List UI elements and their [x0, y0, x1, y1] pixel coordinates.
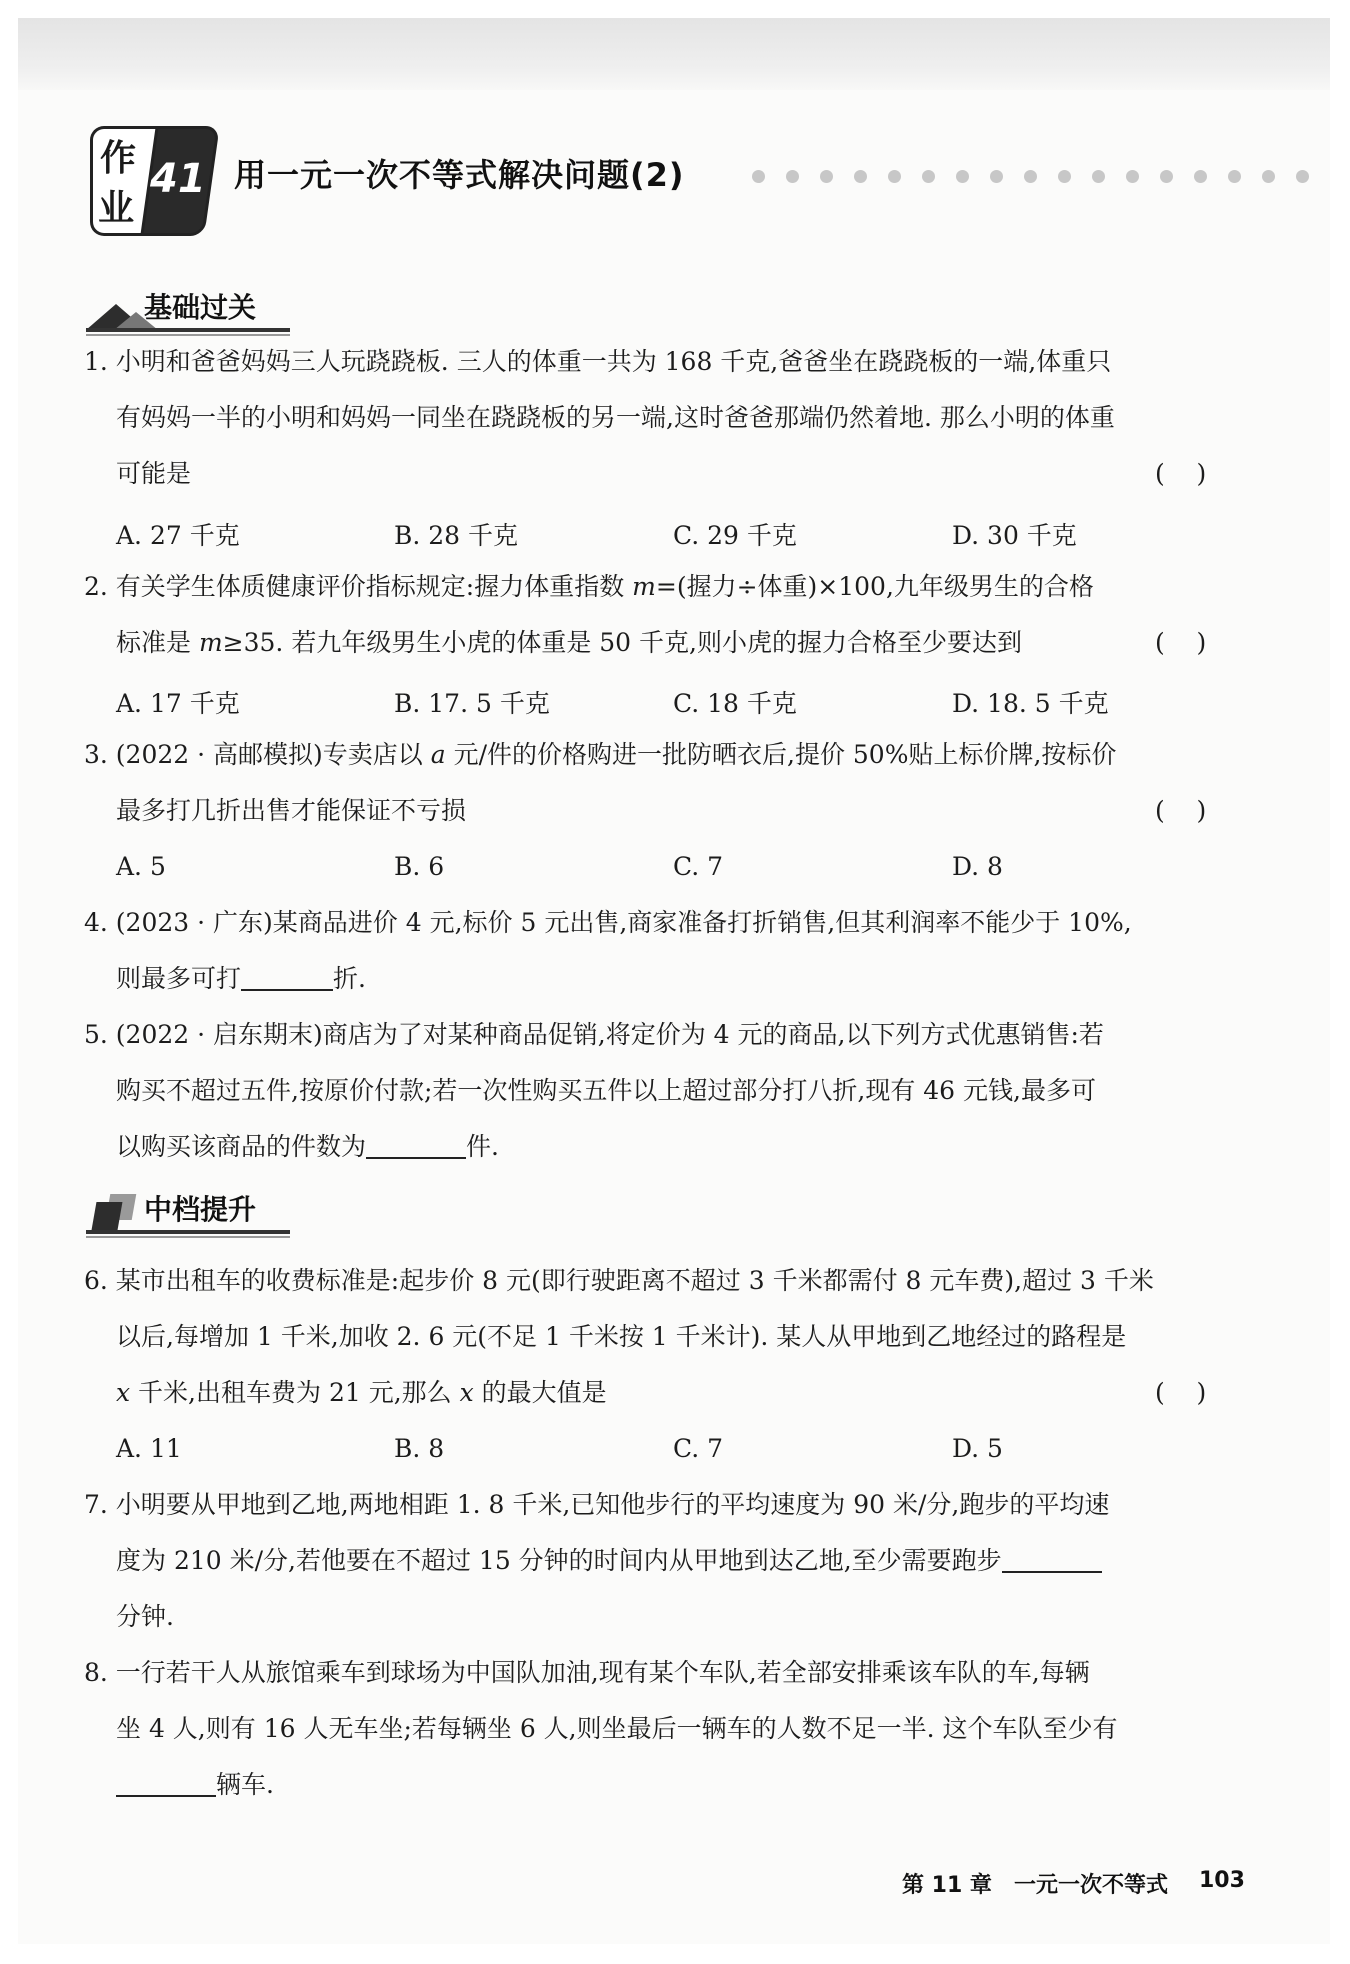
- badge-top-char: 作: [100, 138, 137, 179]
- q1-option-d: D. 30 千克: [952, 521, 1077, 550]
- q8-line1: 8. 一行若干人从旅馆乘车到球场为中国队加油,现有某个车队,若全部安排乘该车队的车,每辆: [84, 1658, 1090, 1687]
- q2-option-a: A. 17 千克: [116, 689, 240, 718]
- q3-option-b: B. 6: [394, 852, 445, 881]
- section-title-basic: 基础过关: [144, 291, 257, 324]
- q7-line2: 度为 210 米/分,若他要在不超过 15 分钟的时间内从甲地到达乙地,至少需要跑步: [116, 1546, 1102, 1576]
- footer-chapter: 第 11 章: [902, 1873, 992, 1898]
- q2-line2: 标准是 m≥35. 若九年级男生小虎的体重是 50 千克,则小虎的握力合格至少要达到: [116, 628, 1022, 657]
- q6-option-c: C. 7: [673, 1434, 724, 1463]
- q1-line2: 有妈妈一半的小明和妈妈一同坐在跷跷板的另一端,这时爸爸那端仍然着地. 那么小明的体重: [116, 403, 1115, 432]
- q6-line1: 6. 某市出租车的收费标准是:起步价 8 元(即行驶距离不超过 3 千米都需付 8 元车费),超过 3 千米: [84, 1266, 1154, 1295]
- page-number: 103: [1199, 1868, 1245, 1893]
- q3-option-c: C. 7: [673, 852, 724, 881]
- q6-option-b: B. 8: [394, 1434, 445, 1463]
- section-underline: [86, 1230, 290, 1234]
- q3-answer-paren: ( ): [1155, 796, 1207, 825]
- q8-line2: 坐 4 人,则有 16 人无车坐;若每辆坐 6 人,则坐最后一辆车的人数不足一半. 这个车队至少有: [116, 1714, 1118, 1743]
- section-header-medium: [86, 1192, 296, 1236]
- q1-option-b: B. 28 千克: [394, 521, 519, 550]
- q5-answer-blank[interactable]: [366, 1133, 466, 1159]
- q5-line2: 购买不超过五件,按原价付款;若一次性购买五件以上超过部分打八折,现有 46 元钱,最多可: [116, 1076, 1096, 1105]
- block-icon-front: [92, 1202, 123, 1230]
- q7-line1: 7. 小明要从甲地到乙地,两地相距 1. 8 千米,已知他步行的平均速度为 90 米/分,跑步的平均速: [84, 1490, 1110, 1519]
- q3-line2: 最多打几折出售才能保证不亏损: [116, 796, 467, 825]
- q7-line3: 分钟.: [116, 1602, 174, 1631]
- section-header-basic: [86, 290, 296, 334]
- q2-option-b: B. 17. 5 千克: [394, 689, 550, 718]
- q8-answer-blank[interactable]: [116, 1771, 216, 1797]
- q6-line2: 以后,每增加 1 千米,加收 2. 6 元(不足 1 千米按 1 千米计). 某人从甲地到乙地经过的路程是: [116, 1322, 1127, 1351]
- title-dot-divider: [752, 170, 1328, 184]
- section-underline-light: [86, 334, 290, 336]
- q7-answer-blank[interactable]: [1002, 1547, 1102, 1573]
- q3-option-a: A. 5: [116, 852, 166, 881]
- q2-option-d: D. 18. 5 千克: [952, 689, 1109, 718]
- q8-line3: 辆车.: [116, 1770, 274, 1800]
- q1-answer-paren: ( ): [1155, 459, 1207, 488]
- scan-shadow-band: [18, 18, 1330, 90]
- q6-answer-paren: ( ): [1155, 1378, 1207, 1407]
- q6-option-a: A. 11: [116, 1434, 182, 1463]
- q1-line3: 可能是: [116, 459, 192, 488]
- section-title-medium: 中档提升: [144, 1193, 257, 1226]
- q2-option-c: C. 18 千克: [673, 689, 797, 718]
- lesson-badge: [90, 126, 208, 232]
- q5-line1: 5. (2022 · 启东期末)商店为了对某种商品促销,将定价为 4 元的商品,以下列方式优惠销售:若: [84, 1020, 1104, 1049]
- q3-line1: 3. (2022 · 高邮模拟)专卖店以 a 元/件的价格购进一批防晒衣后,提价 50%贴上标价牌,按标价: [84, 740, 1117, 769]
- q2-answer-paren: ( ): [1155, 628, 1207, 657]
- q2-line1: 2. 有关学生体质健康评价指标规定:握力体重指数 m=(握力÷体重)×100,九年级男生的合格: [84, 572, 1094, 601]
- footer-topic: 一元一次不等式: [1014, 1873, 1169, 1898]
- section-underline-light: [86, 1236, 290, 1238]
- q4-line1: 4. (2023 · 广东)某商品进价 4 元,标价 5 元出售,商家准备打折销售,但其利润率不能少于 10%,: [84, 908, 1132, 937]
- q3-option-d: D. 8: [952, 852, 1003, 881]
- badge-number: 41: [150, 156, 206, 202]
- q6-line3: x 千米,出租车费为 21 元,那么 x 的最大值是: [116, 1378, 607, 1407]
- lesson-title: 用一元一次不等式解决问题(2): [234, 156, 685, 194]
- q4-answer-blank[interactable]: [241, 965, 333, 991]
- section-underline: [86, 328, 290, 332]
- q5-line3: 以购买该商品的件数为 件.: [116, 1132, 499, 1161]
- q1-line1: 1. 小明和爸爸妈妈三人玩跷跷板. 三人的体重一共为 168 千克,爸爸坐在跷跷板的一端,体重只: [84, 347, 1112, 376]
- badge-bottom-char: 业: [98, 188, 135, 229]
- q1-option-a: A. 27 千克: [116, 521, 240, 550]
- q4-line2: 则最多可打 折.: [116, 964, 366, 993]
- q1-option-c: C. 29 千克: [673, 521, 797, 550]
- q6-option-d: D. 5: [952, 1434, 1003, 1463]
